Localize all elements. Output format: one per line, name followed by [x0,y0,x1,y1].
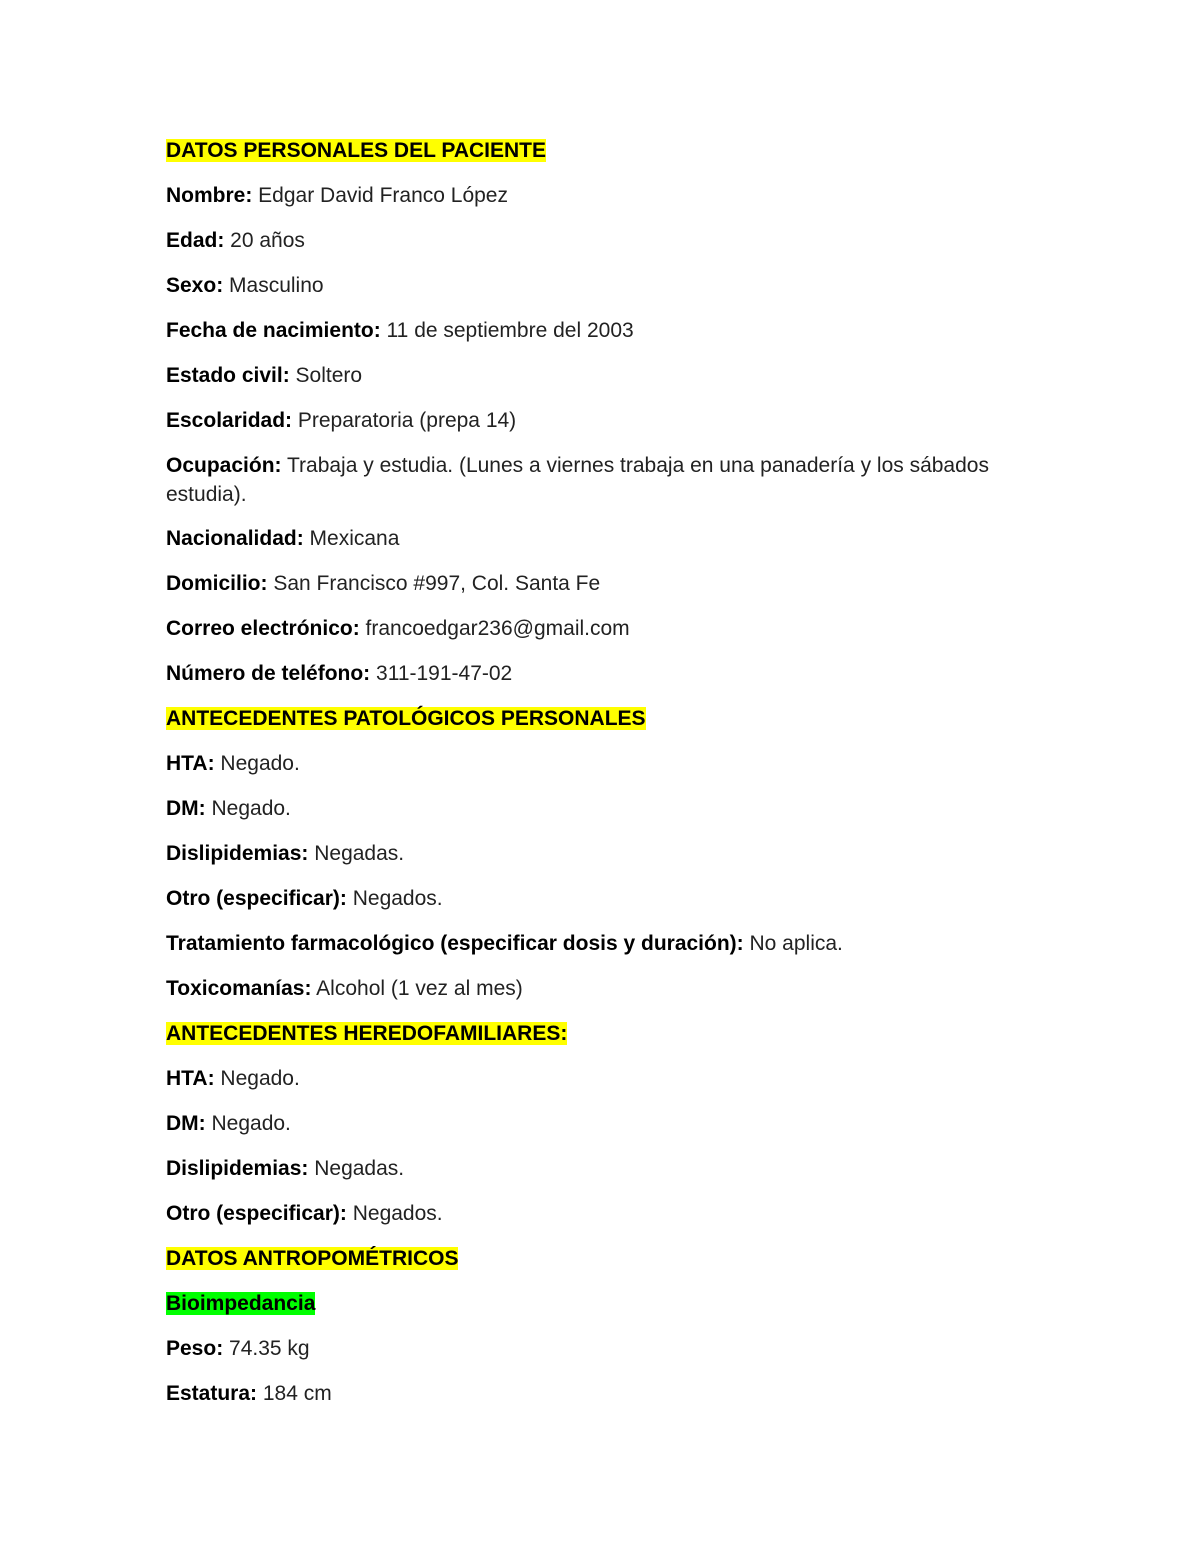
section-heading-text: DATOS PERSONALES DEL PACIENTE [166,139,546,162]
field-label: Otro (especificar): [166,1202,347,1225]
field-label: Peso: [166,1337,224,1360]
field-peso [166,1334,1026,1364]
field-domicilio [166,569,1026,599]
field-value: Trabaja y estudia. (Lunes a viernes trabaja en una panadería y los sábados estudia). [166,454,989,506]
field-value: Mexicana [303,527,400,550]
field-value: 11 de septiembre del 2003 [380,319,634,342]
section-heading-antecedentes-heredofamiliares [166,1019,1026,1049]
subheading-bioimpedancia [166,1289,1026,1319]
field-label: Escolaridad: [166,409,293,432]
field-sexo [166,271,1026,301]
section-heading-text: ANTECEDENTES PATOLÓGICOS PERSONALES [166,707,646,730]
field-label: Número de teléfono: [166,662,371,685]
field-value: Edgar David Franco López [252,184,508,207]
field-tratamiento [166,929,1026,959]
field-value: Alcohol (1 vez al mes) [311,977,523,1000]
section-heading-text: ANTECEDENTES HEREDOFAMILIARES: [166,1022,568,1045]
field-value: Negado. [214,752,300,775]
field-estatura [166,1379,1026,1409]
field-edad [166,226,1026,256]
section-heading-datos-antropometricos [166,1244,1026,1274]
field-dislipidemias [166,1154,1026,1184]
field-label: Estatura: [166,1382,258,1405]
field-value: San Francisco #997, Col. Santa Fe [267,572,601,595]
field-telefono [166,659,1026,689]
field-dm [166,1109,1026,1139]
field-value: 311-191-47-02 [370,662,513,685]
field-label: Ocupación: [166,454,282,477]
field-dm [166,794,1026,824]
field-value: francoedgar236@gmail.com [359,617,630,640]
subheading-text: Bioimpedancia [166,1292,316,1315]
field-label: HTA: [166,752,215,775]
field-label: Dislipidemias: [166,1157,309,1180]
field-nombre [166,181,1026,211]
document-page [166,136,1026,1424]
field-value: Negado. [214,1067,300,1090]
field-value: Preparatoria (prepa 14) [292,409,517,432]
field-otro [166,884,1026,914]
field-ocupacion [166,451,1026,509]
field-label: DM: [166,797,206,820]
field-value: Masculino [223,274,324,297]
field-label: DM: [166,1112,206,1135]
field-value: Negadas. [308,842,405,865]
field-label: Otro (especificar): [166,887,347,910]
field-label: Nombre: [166,184,253,207]
field-hta [166,1064,1026,1094]
field-value: Negadas. [308,1157,405,1180]
field-value: 74.35 kg [223,1337,310,1360]
field-label: Nacionalidad: [166,527,304,550]
field-otro [166,1199,1026,1229]
field-label: Edad: [166,229,225,252]
field-value: Negado. [205,797,291,820]
field-value: Negado. [205,1112,291,1135]
field-estado-civil [166,361,1026,391]
field-value: 20 años [224,229,305,252]
field-escolaridad [166,406,1026,436]
field-correo [166,614,1026,644]
field-value: 184 cm [257,1382,332,1405]
field-label: Sexo: [166,274,224,297]
field-value: Negados. [346,1202,443,1225]
field-toxicomanias [166,974,1026,1004]
field-label: HTA: [166,1067,215,1090]
section-heading-datos-personales [166,136,1026,166]
section-heading-text: DATOS ANTROPOMÉTRICOS [166,1247,459,1270]
field-dislipidemias [166,839,1026,869]
field-label: Domicilio: [166,572,268,595]
field-fecha-nacimiento [166,316,1026,346]
section-heading-antecedentes-patologicos [166,704,1026,734]
field-label: Tratamiento farmacológico (especificar dosis y duración): [166,932,744,955]
field-label: Estado civil: [166,364,290,387]
field-hta [166,749,1026,779]
field-label: Toxicomanías: [166,977,312,1000]
field-label: Fecha de nacimiento: [166,319,381,342]
field-label: Correo electrónico: [166,617,360,640]
field-value: Soltero [289,364,363,387]
field-label: Dislipidemias: [166,842,309,865]
field-value: No aplica. [743,932,843,955]
field-nacionalidad [166,524,1026,554]
field-value: Negados. [346,887,443,910]
